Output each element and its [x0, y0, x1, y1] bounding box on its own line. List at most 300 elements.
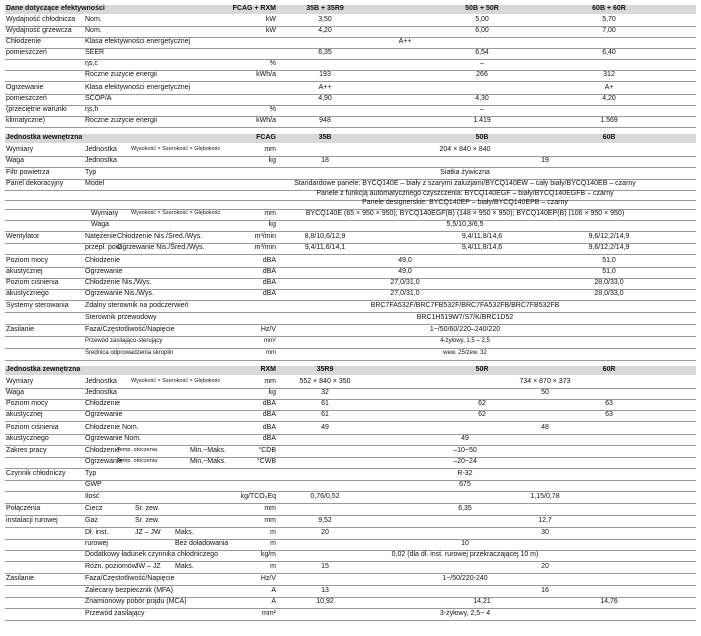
row-note: Temp. otoczenia — [117, 447, 158, 453]
value-cell: – — [480, 106, 484, 113]
unit-label: m³/min — [254, 233, 276, 240]
unit-label: °CWB — [256, 458, 276, 465]
value-cell: 28,0/33,0 — [594, 279, 624, 286]
value-cell: 63 — [605, 411, 613, 418]
row-sublabel: Chłodzenie Nis./Śred./Wys. — [117, 233, 203, 240]
value-cell: 3,50 — [318, 16, 332, 23]
value-cell: 5,00 — [475, 16, 489, 23]
row-divider — [5, 127, 696, 128]
row-sublabel: Roczne zużycie energii — [85, 71, 157, 78]
value-cell: BYCQ140E (65 × 950 × 950); BYCQ140EGF(B) (148 × 950 × 950); BYCQ140EP(B) (106 × 950 × 950) — [305, 210, 625, 217]
unit-label: dBA — [262, 268, 276, 275]
row-label: Wymiary — [6, 378, 34, 385]
row-label: Zakres pracy — [6, 447, 47, 454]
unit-label: mm — [264, 146, 276, 153]
spec-row — [5, 157, 696, 167]
spec-row — [5, 551, 696, 561]
row-note: Temp. otoczenia — [117, 458, 158, 464]
row-label: Ogrzewanie — [6, 84, 44, 91]
spec-row — [5, 244, 696, 254]
spec-row — [5, 169, 696, 179]
value-cell: 4,30 — [475, 95, 489, 102]
value-cell: –10~50 — [453, 447, 477, 454]
unit-label: % — [269, 106, 276, 113]
value-cell: 50 — [541, 389, 549, 396]
value-cell: BRC1H519W7/S7/K/BRC1D52 — [416, 314, 514, 321]
value-cell: 13 — [321, 587, 329, 594]
unit-label: Hz/V — [260, 326, 276, 333]
row-label: Wydajność grzewcza — [6, 27, 72, 34]
value-cell: 1~/50/220-240 — [442, 575, 488, 582]
spec-row — [5, 400, 696, 410]
row-divider — [5, 585, 696, 586]
row-sublabel: Ogrzewanie Nis./Śred./Wys. — [117, 244, 205, 251]
value-cell: 4,20 — [318, 27, 332, 34]
value-cell: 20 — [541, 563, 549, 570]
value-cell: 30 — [541, 529, 549, 536]
row-sublabel: Roczne zużycie energii — [85, 117, 157, 124]
value-cell: 675 — [459, 481, 471, 488]
value-cell: A+ — [604, 84, 614, 91]
section-header-indoor — [5, 134, 696, 143]
value-cell: 27,0/31,0 — [390, 279, 420, 286]
spec-row — [5, 389, 696, 399]
column-header: 50R — [475, 366, 489, 373]
value-cell: 9,4/11,6/14,1 — [304, 244, 346, 251]
column-header: 50B — [475, 134, 489, 141]
spec-row — [5, 199, 696, 209]
value-cell: 1.419 — [473, 117, 491, 124]
spec-row — [5, 598, 696, 608]
row-sublabel: Przewód zasilająco-sterujący — [85, 338, 163, 344]
unit-label: m — [270, 563, 276, 570]
value-cell: Panele designerskie: BYCQ140EP – biały/BYCQ140EPB – czarny — [362, 199, 568, 206]
row-divider — [5, 300, 696, 301]
value-cell: 14,21 — [473, 598, 491, 605]
unit-label: m³/min — [254, 244, 276, 251]
row-divider — [5, 336, 696, 337]
row-label: instalacji rurowej — [6, 517, 58, 524]
unit-label: dBA — [262, 290, 276, 297]
column-header: 35B + 35R9 — [306, 5, 344, 12]
value-cell: 8,8/10,6/12,9 — [304, 233, 346, 240]
row-sublabel: Jednostka — [85, 389, 117, 396]
row-divider — [5, 527, 696, 528]
row-divider — [5, 573, 696, 574]
value-cell: 9,6/12,2/14,9 — [588, 244, 630, 251]
row-note: Wysokość × Szerokość × Głębokość — [131, 146, 221, 152]
value-cell: Siatka żywiczna — [440, 169, 490, 176]
spec-row — [5, 71, 696, 81]
value-cell: 266 — [476, 71, 488, 78]
value-cell: 51,0 — [602, 257, 616, 264]
value-cell: 193 — [319, 71, 331, 78]
value-cell: 9,4/11,8/14,6 — [461, 233, 503, 240]
unit-label: dBA — [262, 411, 276, 418]
spec-row — [5, 84, 696, 94]
section-title: Jednostka zewnętrzna — [6, 366, 81, 373]
row-divider — [5, 468, 696, 469]
row-sublabel: Sterownik przewodowy — [85, 314, 157, 321]
row-label: Zasilanie — [6, 575, 35, 582]
unit-label: dBA — [262, 400, 276, 407]
column-header: 35B — [318, 134, 332, 141]
value-cell: 3-żyłowy, 2,5~ 4 — [439, 610, 491, 617]
row-label: Zasilanie — [6, 326, 35, 333]
row-sublabel: Natężenie — [85, 233, 117, 240]
unit-label: Hz/V — [260, 575, 276, 582]
value-cell: 49 — [321, 424, 329, 431]
value-cell: 1.569 — [600, 117, 618, 124]
row-sublabel: Jednostka — [85, 378, 117, 385]
column-header: 60R — [602, 366, 616, 373]
row-divider — [5, 324, 696, 325]
row-label: Wymiary — [6, 146, 34, 153]
row-label: Poziom mocy — [6, 400, 49, 407]
spec-row — [5, 447, 696, 457]
value-cell: 10,92 — [316, 598, 334, 605]
value-cell: 204 × 840 × 840 — [439, 146, 491, 153]
unit-label: kWh/a — [256, 71, 276, 78]
value-cell: 4-żyłowy, 1,5 – 2,5 — [440, 338, 490, 344]
value-cell: Standardowe panele: BYCQ140E – biały z szarymi żaluzjami/BYCQ140EW – cały biały/BYCQ140EB – czarny — [294, 180, 636, 187]
value-cell: 6,35 — [458, 505, 472, 512]
unit-label: mm² — [264, 338, 276, 344]
value-cell: 63 — [605, 400, 613, 407]
spec-row — [5, 27, 696, 37]
unit-label: dBA — [262, 257, 276, 264]
row-sublabel: Maks. — [175, 563, 194, 570]
row-label: Chłodzenie — [6, 38, 42, 45]
row-sublabel: Wymiary — [91, 210, 119, 217]
row-sublabel: Ogrzewanie — [85, 268, 123, 275]
value-cell: 5,5/10,3/6,5 — [446, 221, 484, 228]
row-label: Waga — [6, 389, 25, 396]
unit-label: m — [270, 529, 276, 536]
row-divider — [5, 312, 696, 313]
row-sublabel: Chłodzenie — [85, 257, 121, 264]
value-cell: 12,7 — [538, 517, 552, 524]
row-sublabel: Ilość — [85, 493, 100, 500]
row-sublabel: Dł. inst. — [85, 529, 109, 536]
unit-label: kg/m — [260, 551, 276, 558]
value-cell: wew. 25/zew. 32 — [443, 350, 487, 356]
spec-row — [5, 493, 696, 503]
spec-row — [5, 587, 696, 597]
row-divider — [5, 167, 696, 168]
row-label: Połączenia — [6, 505, 41, 512]
spec-row — [5, 529, 696, 539]
row-label: akustycznego — [6, 290, 49, 297]
row-sublabel: JZ – JW — [135, 529, 161, 536]
row-sublabel: Chłodzenie Nis./Wys. — [85, 279, 152, 286]
value-cell: 9,52 — [318, 517, 332, 524]
row-sublabel: Jednostka — [85, 146, 117, 153]
row-label: (przeciętne warunki — [6, 106, 67, 113]
row-divider — [5, 445, 696, 446]
row-divider — [5, 421, 696, 422]
section-header-outdoor — [5, 366, 696, 375]
model-label: FCAG + RXM — [232, 5, 276, 12]
row-sublabel: Model — [85, 180, 105, 187]
row-sublabel: Przewód zasilający — [85, 610, 145, 617]
row-sublabel: Maks. — [175, 529, 194, 536]
section-title: Dane dotyczące efektywności — [6, 5, 105, 12]
row-note: Wysokość × Szerokość × Głębokość — [131, 210, 221, 216]
row-label: Filtr powietrza — [6, 169, 50, 176]
value-cell: 6,40 — [602, 49, 616, 56]
row-sublabel: Typ — [85, 470, 97, 477]
row-label: Czynnik chłodniczy — [6, 470, 66, 477]
value-cell: 312 — [603, 71, 615, 78]
row-note: Wysokość × Szerokość × Głębokość — [131, 378, 221, 384]
unit-label: mm — [264, 505, 276, 512]
row-label: Wydajność chłodnicza — [6, 16, 76, 23]
row-sublabel: ηs,c — [85, 60, 98, 67]
value-cell: –20~24 — [453, 458, 477, 465]
spec-row — [5, 378, 696, 388]
model-label: RXM — [260, 366, 276, 373]
unit-label: m — [270, 540, 276, 547]
row-sublabel: Bez doładowania — [175, 540, 229, 547]
row-sublabel: Jednostka — [85, 157, 117, 164]
row-sublabel: SEER — [85, 49, 105, 56]
row-sublabel: Ciecz — [85, 505, 103, 512]
value-cell: 4,20 — [602, 95, 616, 102]
spec-row — [5, 540, 696, 550]
row-sublabel: Nom. — [85, 16, 102, 23]
row-sublabel: Klasa efektywności energetycznej — [85, 84, 191, 91]
row-sublabel: GWP — [85, 481, 102, 488]
section-header-efficiency — [5, 5, 696, 14]
spec-row — [5, 106, 696, 116]
row-label: Poziom mocy — [6, 257, 49, 264]
spec-row — [5, 290, 696, 300]
value-cell: 27,0/31,0 — [390, 290, 420, 297]
value-cell: 9,4/11,8/14,6 — [461, 244, 503, 251]
value-cell: 15 — [321, 563, 329, 570]
spec-row — [5, 257, 696, 267]
value-cell: 20 — [321, 529, 329, 536]
value-cell: 62 — [478, 400, 486, 407]
row-sublabel: przepł. pow. — [85, 244, 123, 251]
unit-label: mm² — [262, 610, 276, 617]
unit-label: kWh/a — [256, 117, 276, 124]
spec-row — [5, 563, 696, 573]
spec-row — [5, 350, 696, 360]
row-sublabel: Typ — [85, 169, 97, 176]
value-cell: 19 — [541, 157, 549, 164]
value-cell: 1~/50/60/220–240/220 — [429, 326, 501, 333]
spec-row — [5, 575, 696, 585]
value-cell: Panele z funkcją automatycznego czyszczenia: BYCQ140EGF – biały/BYCQ140EGFB – czarny — [316, 190, 614, 197]
value-cell: 6,35 — [318, 49, 332, 56]
row-sublabel: Zalecany bezpiecznik (MFA) — [85, 587, 173, 594]
row-label: Waga — [6, 157, 25, 164]
row-sublabel: Min.~Maks. — [190, 447, 226, 454]
column-header: 50B + 50R — [465, 5, 499, 12]
spec-row — [5, 38, 696, 48]
value-cell: 5,70 — [602, 16, 616, 23]
spec-row — [5, 49, 696, 59]
value-cell: 6,54 — [475, 49, 489, 56]
value-cell: 6,00 — [475, 27, 489, 34]
spec-row — [5, 60, 696, 70]
value-cell: 7,00 — [602, 27, 616, 34]
value-cell: – — [480, 60, 484, 67]
spec-row — [5, 279, 696, 289]
value-cell: 9,6/12,2/14,9 — [588, 233, 630, 240]
unit-label: dBA — [262, 279, 276, 286]
spec-row — [5, 411, 696, 421]
column-header: 60B + 60R — [592, 5, 626, 12]
row-label: akustycznego — [6, 435, 49, 442]
value-cell: 51,0 — [602, 268, 616, 275]
value-cell: 10 — [461, 540, 469, 547]
value-cell: 1,15/0,78 — [530, 493, 560, 500]
value-cell: 28,0/33,0 — [594, 290, 624, 297]
spec-row — [5, 117, 696, 127]
unit-label: kg — [268, 221, 276, 228]
row-divider — [5, 254, 696, 255]
unit-label: kW — [265, 27, 276, 34]
spec-row — [5, 435, 696, 445]
row-sublabel: Ogrzewanie Nom. — [85, 435, 142, 442]
unit-label: kg — [268, 389, 276, 396]
unit-label: kW — [265, 16, 276, 23]
row-sublabel: SCOP/A — [85, 95, 112, 102]
unit-label: mm — [264, 378, 276, 385]
row-label: Poziom ciśnienia — [6, 279, 59, 286]
spec-row — [5, 302, 696, 312]
unit-label: kg — [268, 157, 276, 164]
value-cell: 62 — [478, 411, 486, 418]
row-sublabel: JW – JZ — [135, 563, 161, 570]
row-sublabel: Ogrzewanie Nis./Wys. — [85, 290, 154, 297]
row-sublabel: Waga — [91, 221, 110, 228]
value-cell: 16 — [541, 587, 549, 594]
spec-row — [5, 326, 696, 336]
row-sublabel: Nom. — [85, 27, 102, 34]
row-label: akustycznej — [6, 268, 43, 275]
value-cell: 48 — [541, 424, 549, 431]
unit-label: °CDB — [258, 447, 276, 454]
unit-label: mm — [266, 350, 276, 356]
row-sublabel: Średnica odprowadzenia skroplin — [85, 350, 174, 356]
spec-row — [5, 458, 696, 468]
value-cell: 14,76 — [600, 598, 618, 605]
spec-row — [5, 610, 696, 620]
row-label: Panel dekoracyjny — [6, 180, 64, 187]
row-sublabel: Śr. zew. — [135, 517, 160, 524]
unit-label: A — [271, 587, 276, 594]
value-cell: 0,02 (dla dł. inst. rurowej przekraczającej 10 m) — [391, 551, 539, 558]
row-divider — [5, 360, 696, 361]
row-divider — [5, 561, 696, 562]
value-cell: 49,0 — [398, 257, 412, 264]
model-label: FCAG — [256, 134, 276, 141]
row-sublabel: Dodatkowy ładunek czynnika chłodniczego — [85, 551, 219, 558]
value-cell: R-32 — [457, 470, 473, 477]
value-cell: 32 — [321, 389, 329, 396]
row-sublabel: Różn. poziomów — [85, 563, 137, 570]
row-sublabel: Faza/Częstotliwość/Napięcie — [85, 575, 175, 582]
value-cell: 61 — [321, 411, 329, 418]
spec-row — [5, 470, 696, 480]
spec-row — [5, 180, 696, 190]
unit-label: mm — [264, 210, 276, 217]
spec-row — [5, 517, 696, 527]
row-sublabel: Min.~Maks. — [190, 458, 226, 465]
unit-label: dBA — [262, 424, 276, 431]
value-cell: 948 — [319, 117, 331, 124]
spec-row — [5, 505, 696, 515]
row-label: pomieszczeń — [6, 49, 47, 56]
row-sublabel: Ogrzewanie — [85, 411, 123, 418]
row-divider — [5, 231, 696, 232]
row-divider — [5, 503, 696, 504]
spec-row — [5, 424, 696, 434]
row-divider — [5, 81, 696, 82]
section-title: Jednostka wewnętrzna — [6, 134, 83, 141]
unit-label: mm — [264, 517, 276, 524]
row-sublabel: Klasa efektywności energetycznej — [85, 38, 191, 45]
value-cell: 0,76/0,52 — [310, 493, 340, 500]
row-sublabel: Gaz — [85, 517, 98, 524]
spec-row — [5, 221, 696, 231]
value-cell: 61 — [321, 400, 329, 407]
value-cell: A++ — [318, 84, 332, 91]
value-cell: 734 × 870 × 373 — [519, 378, 571, 385]
value-cell: 49 — [461, 435, 469, 442]
value-cell: 552 × 840 × 350 — [299, 378, 351, 385]
row-label: akustycznej — [6, 411, 43, 418]
spec-row — [5, 338, 696, 348]
column-header: 60B — [602, 134, 616, 141]
unit-label: A — [271, 598, 276, 605]
column-header: 35R9 — [316, 366, 334, 373]
row-label: klimatyczne) — [6, 117, 45, 124]
spec-row — [5, 146, 696, 156]
row-sublabel: Śr. zew. — [135, 505, 160, 512]
spec-row — [5, 314, 696, 324]
row-label: Systemy sterowania — [6, 302, 69, 309]
row-sublabel: Ogrzewanie — [85, 458, 123, 465]
row-label: Poziom ciśnienia — [6, 424, 59, 431]
row-sublabel: Chłodzenie — [85, 400, 121, 407]
value-cell: BRC7FA532F/BRC7FB532F/BRC7FA532FB/BRC7FB532FB — [370, 302, 560, 309]
spec-row — [5, 481, 696, 491]
row-sublabel: Znamionowy pobór prądu (MCA) — [85, 598, 187, 605]
row-divider — [5, 491, 696, 492]
row-divider — [5, 608, 696, 609]
spec-row — [5, 210, 696, 220]
spec-row — [5, 95, 696, 105]
unit-label: % — [269, 60, 276, 67]
spec-row — [5, 268, 696, 278]
unit-label: dBA — [262, 435, 276, 442]
value-cell: 49,0 — [398, 268, 412, 275]
row-label: Wentylator — [6, 233, 40, 240]
value-cell: A++ — [398, 38, 412, 45]
value-cell: 18 — [321, 157, 329, 164]
row-sublabel: Chłodzenie Nom. — [85, 424, 139, 431]
row-sublabel: rurowej — [85, 540, 108, 547]
spec-row — [5, 16, 696, 26]
row-label: pomieszczeń — [6, 95, 47, 102]
value-cell: 4,90 — [318, 95, 332, 102]
row-divider — [5, 348, 696, 349]
